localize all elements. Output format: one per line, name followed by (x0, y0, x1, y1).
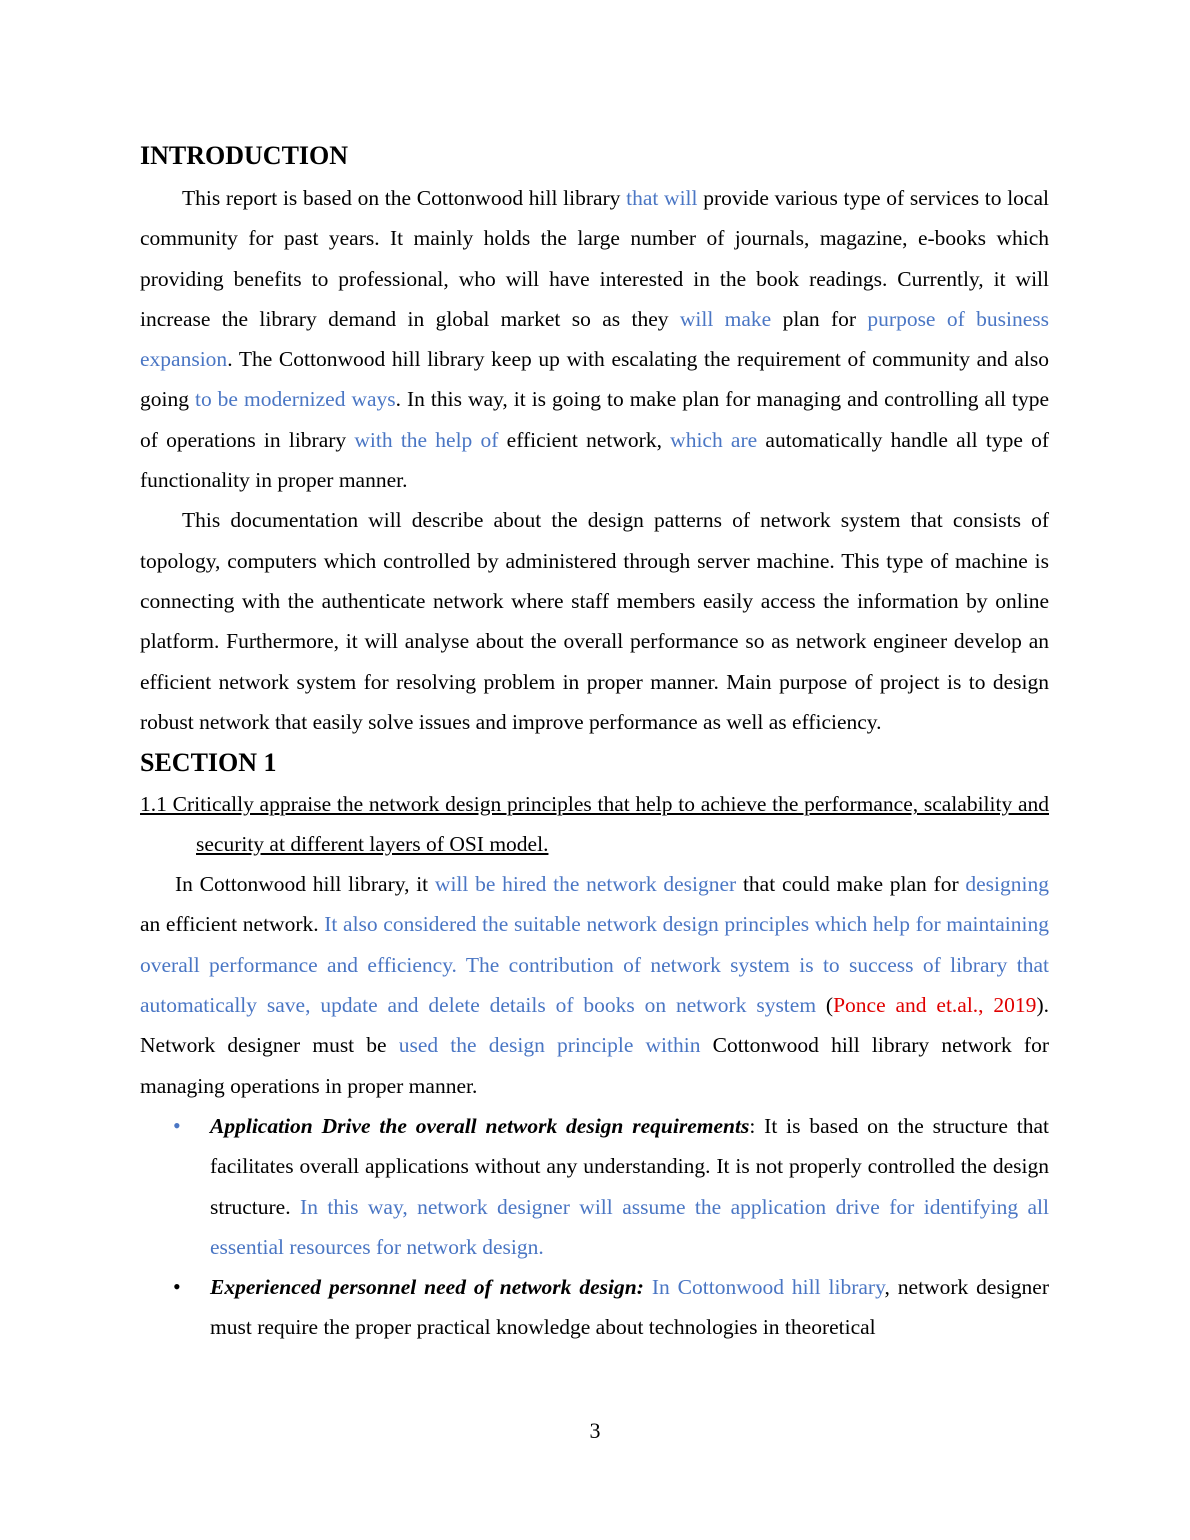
list-item-title: Application Drive the overall network design requirements (210, 1113, 750, 1138)
text-run: that could make plan for (736, 872, 966, 897)
highlighted-text: with the help of (354, 427, 499, 452)
introduction-heading: INTRODUCTION (140, 141, 349, 170)
text-run: an efficient network. (140, 912, 325, 937)
text-run: , network designer must require the proper practical knowledge about technologies in theoretical (210, 1275, 1049, 1340)
list-item (140, 1267, 1049, 1348)
highlighted-text: In Cottonwood hill library (651, 1275, 885, 1300)
highlighted-text: It also considered the suitable network design principles which help for maintaining overall performance and efficiency. The contribution of network system is to success of library that automatically save, update and delete details of books on network system (140, 912, 1049, 1018)
bullet-icon: • (173, 1274, 181, 1300)
intro-paragraph-2: This documentation will describe about the design patterns of network system that consists of topology, computers which controlled by administered through server machine. This type of machine is connecting with the authenticate network where staff members easily access the information by online platform. Furthermore, it will analyse about the overall performance so as network engineer develop an efficient network system for resolving problem in proper manner. Main purpose of project is to design robust network that easily solve issues and improve performance as well as efficiency. (140, 508, 1049, 734)
section-1-1-subheading: 1.1 Critically appraise the network design principles that help to achieve the performance, scalability and security at different layers of OSI model. (140, 792, 1049, 857)
intro-paragraph-1 (140, 178, 1049, 500)
highlighted-text: used the design principle within (398, 1033, 701, 1058)
text-run: In Cottonwood hill library, it (175, 872, 435, 897)
text-run: provide various type of services to local community for past years. It mainly holds the large number of journals, magazine, e-books which providing benefits to professional, who will have interested in the book readings. Currently, it will increase the library demand in global market so as they (140, 186, 1049, 331)
list-item-text (210, 1275, 1049, 1339)
text-run: efficient network, (498, 427, 671, 452)
highlighted-text: In this way, network designer will assume the application drive for identifying all essential resources for network design. (210, 1194, 1050, 1259)
list-item-title: Experienced personnel need of network design: (210, 1275, 644, 1300)
highlighted-text: will make (679, 306, 772, 331)
text-run: : It is based on the structure that facilitates overall applications without any understanding. It is not properly controlled the design structure. (210, 1113, 1049, 1219)
text-run: automatically handle all type of functionality in proper manner. (140, 427, 1050, 493)
text-run (644, 1275, 652, 1299)
section-1-paragraph-1 (140, 864, 1049, 1106)
bullet-icon: • (173, 1112, 181, 1138)
text-run: . In this way, it is going to make plan for managing and controlling all type of operations in library (140, 387, 1049, 452)
list-item (140, 1106, 1049, 1267)
highlighted-text: will be hired the network designer (434, 872, 737, 897)
text-run: plan for (771, 306, 868, 331)
highlighted-text: to be modernized ways (194, 387, 396, 412)
principles-list (140, 1106, 1049, 1348)
list-item-text (210, 1114, 1049, 1259)
document-page (140, 138, 1049, 1348)
citation: Ponce and et.al., 2019 (833, 993, 1037, 1018)
text-run: This report is based on the Cottonwood hill library (182, 186, 627, 210)
highlighted-text: which are (670, 427, 758, 452)
highlighted-text: purpose of business expansion (140, 306, 1049, 372)
highlighted-text: that will (626, 186, 698, 210)
text-run: ( (816, 993, 834, 1018)
text-run: ). Network designer must be (140, 993, 1049, 1058)
text-run: . The Cottonwood hill library keep up with escalating the requirement of community and also going (140, 347, 1049, 412)
highlighted-text: designing (965, 872, 1049, 897)
page-number: 3 (589, 1418, 601, 1443)
text-run: Cottonwood hill library network for managing operations in proper manner. (140, 1033, 1049, 1098)
section-1-heading: SECTION 1 (140, 748, 277, 778)
